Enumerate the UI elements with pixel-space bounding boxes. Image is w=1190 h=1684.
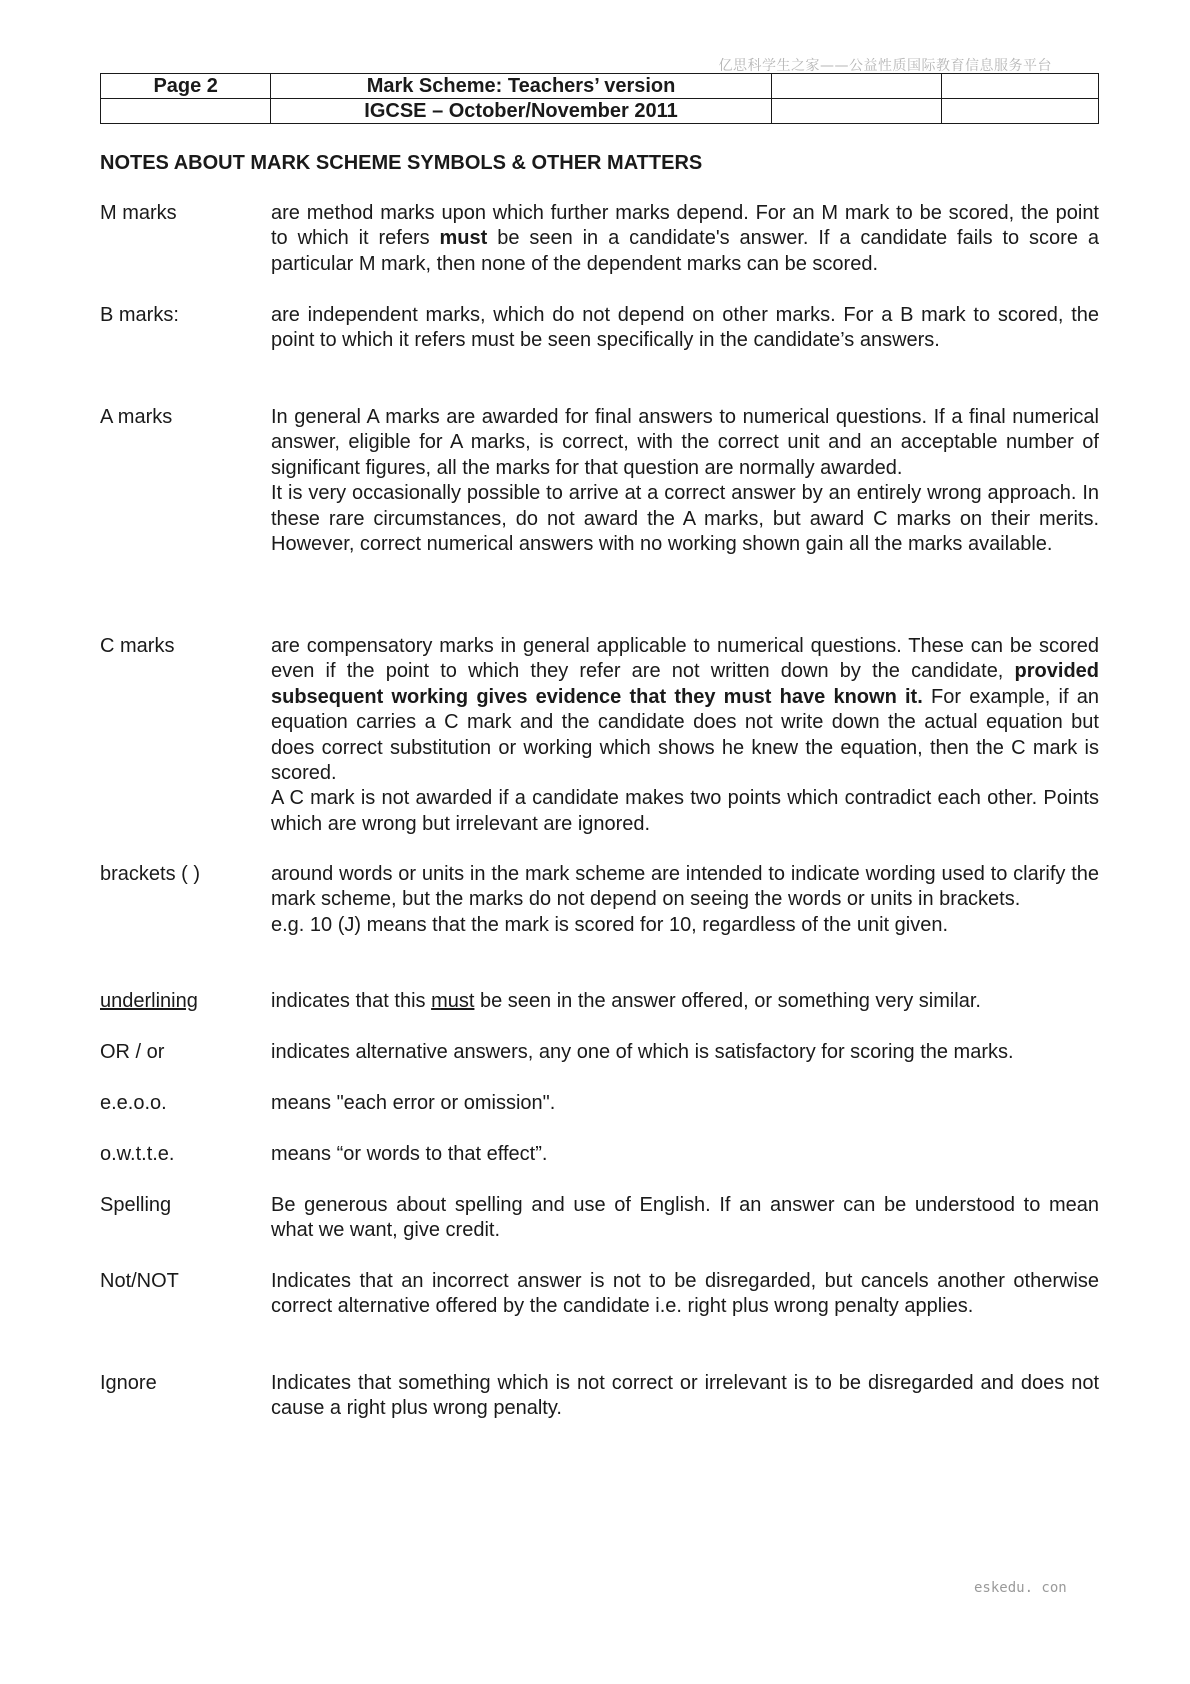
note-description: around words or units in the mark scheme are intended to indicate wording used to clarify the mark scheme, but the marks do not depend on seeing the words or units in brackets. e.g. 10 (J) means that the mark is scored for 10, regardless of the unit given. [271,863,1099,936]
note-description: means “or words to that effect”. [271,1143,548,1165]
note-c-marks [100,634,1099,837]
note-description: Be generous about spelling and use of English. If an answer can be understood to mean what we want, give credit. [271,1194,1099,1242]
note-term: Not/NOT [100,1270,179,1292]
note-term: Spelling [100,1194,172,1216]
page-number: Page 2 [101,74,271,99]
header-empty-cell [771,99,941,124]
note-description: are method marks upon which further marks depend. For an M mark to be scored, the point to which it refers must be seen in a candidate's answer. If a candidate fails to score a particular M mark, then none of the dependent marks can be scored. [271,202,1099,275]
note-underlining [100,989,1099,1014]
note-or [100,1040,1099,1065]
note-term: B marks: [100,304,179,326]
header-empty-cell [941,74,1098,99]
header-table [100,73,1099,124]
note-m-marks [100,201,1099,277]
note-term: underlining [100,990,198,1012]
note-description: In general A marks are awarded for final answers to numerical questions. If a final numerical answer, eligible for A marks, is correct, with the correct unit and an acceptable number of significant figures, all the marks for that question are normally awarded. It is very occasionally possible to arrive at a correct answer by an entirely wrong approach. In these rare circumstances, do not award the A marks, but award C marks on their merits. However, correct numerical answers with no working shown gain all the marks available. [271,406,1099,556]
note-term: o.w.t.t.e. [100,1143,175,1165]
note-description: means "each error or omission". [271,1092,556,1114]
header-row-2 [101,99,1099,124]
note-a-marks [100,405,1099,557]
note-term: Ignore [100,1372,157,1394]
note-term: OR / or [100,1041,165,1063]
note-brackets [100,862,1099,938]
note-spelling [100,1193,1099,1244]
note-not [100,1269,1099,1320]
exam-session: IGCSE – October/November 2011 [271,99,771,124]
note-eeoo [100,1091,1099,1116]
note-term: M marks [100,202,177,224]
header-empty-cell [941,99,1098,124]
note-description: indicates alternative answers, any one of which is satisfactory for scoring the marks. [271,1041,1014,1063]
watermark-top: 亿思科学生之家——公益性质国际教育信息服务平台 [718,58,1052,74]
note-term: e.e.o.o. [100,1092,167,1114]
note-description: indicates that this must be seen in the answer offered, or something very similar. [271,990,981,1012]
document-title: Mark Scheme: Teachers’ version [271,74,771,99]
header-empty-cell [101,99,271,124]
note-term: C marks [100,635,175,657]
note-ignore [100,1371,1099,1422]
header-empty-cell [771,74,941,99]
watermark-bottom: eskedu. con [974,1580,1067,1596]
header-row-1 [101,74,1099,99]
note-b-marks [100,303,1099,354]
note-term: A marks [100,406,173,428]
note-description: are compensatory marks in general applicable to numerical questions. These can be scored even if the point to which they refer are not written down by the candidate, provided subsequent working gives evidence that they must have known it. For example, if an equation carries a C mark and the candidate does not write down the actual equation but does correct substitution or working which shows he knew the equation, then the C mark is scored. A C mark is not awarded if a candidate makes two points which contradict each other. Points which are wrong but irrelevant are ignored. [271,635,1100,835]
section-heading: NOTES ABOUT MARK SCHEME SYMBOLS & OTHER MATTERS [100,152,703,174]
note-description: Indicates that an incorrect answer is not to be disregarded, but cancels another otherwise correct alternative offered by the candidate i.e. right plus wrong penalty applies. [271,1270,1099,1318]
note-owtte [100,1142,1099,1167]
note-description: Indicates that something which is not correct or irrelevant is to be disregarded and does not cause a right plus wrong penalty. [271,1372,1099,1420]
note-description: are independent marks, which do not depend on other marks. For a B mark to scored, the point to which it refers must be seen specifically in the candidate’s answers. [271,304,1099,352]
note-term: brackets ( ) [100,863,201,885]
